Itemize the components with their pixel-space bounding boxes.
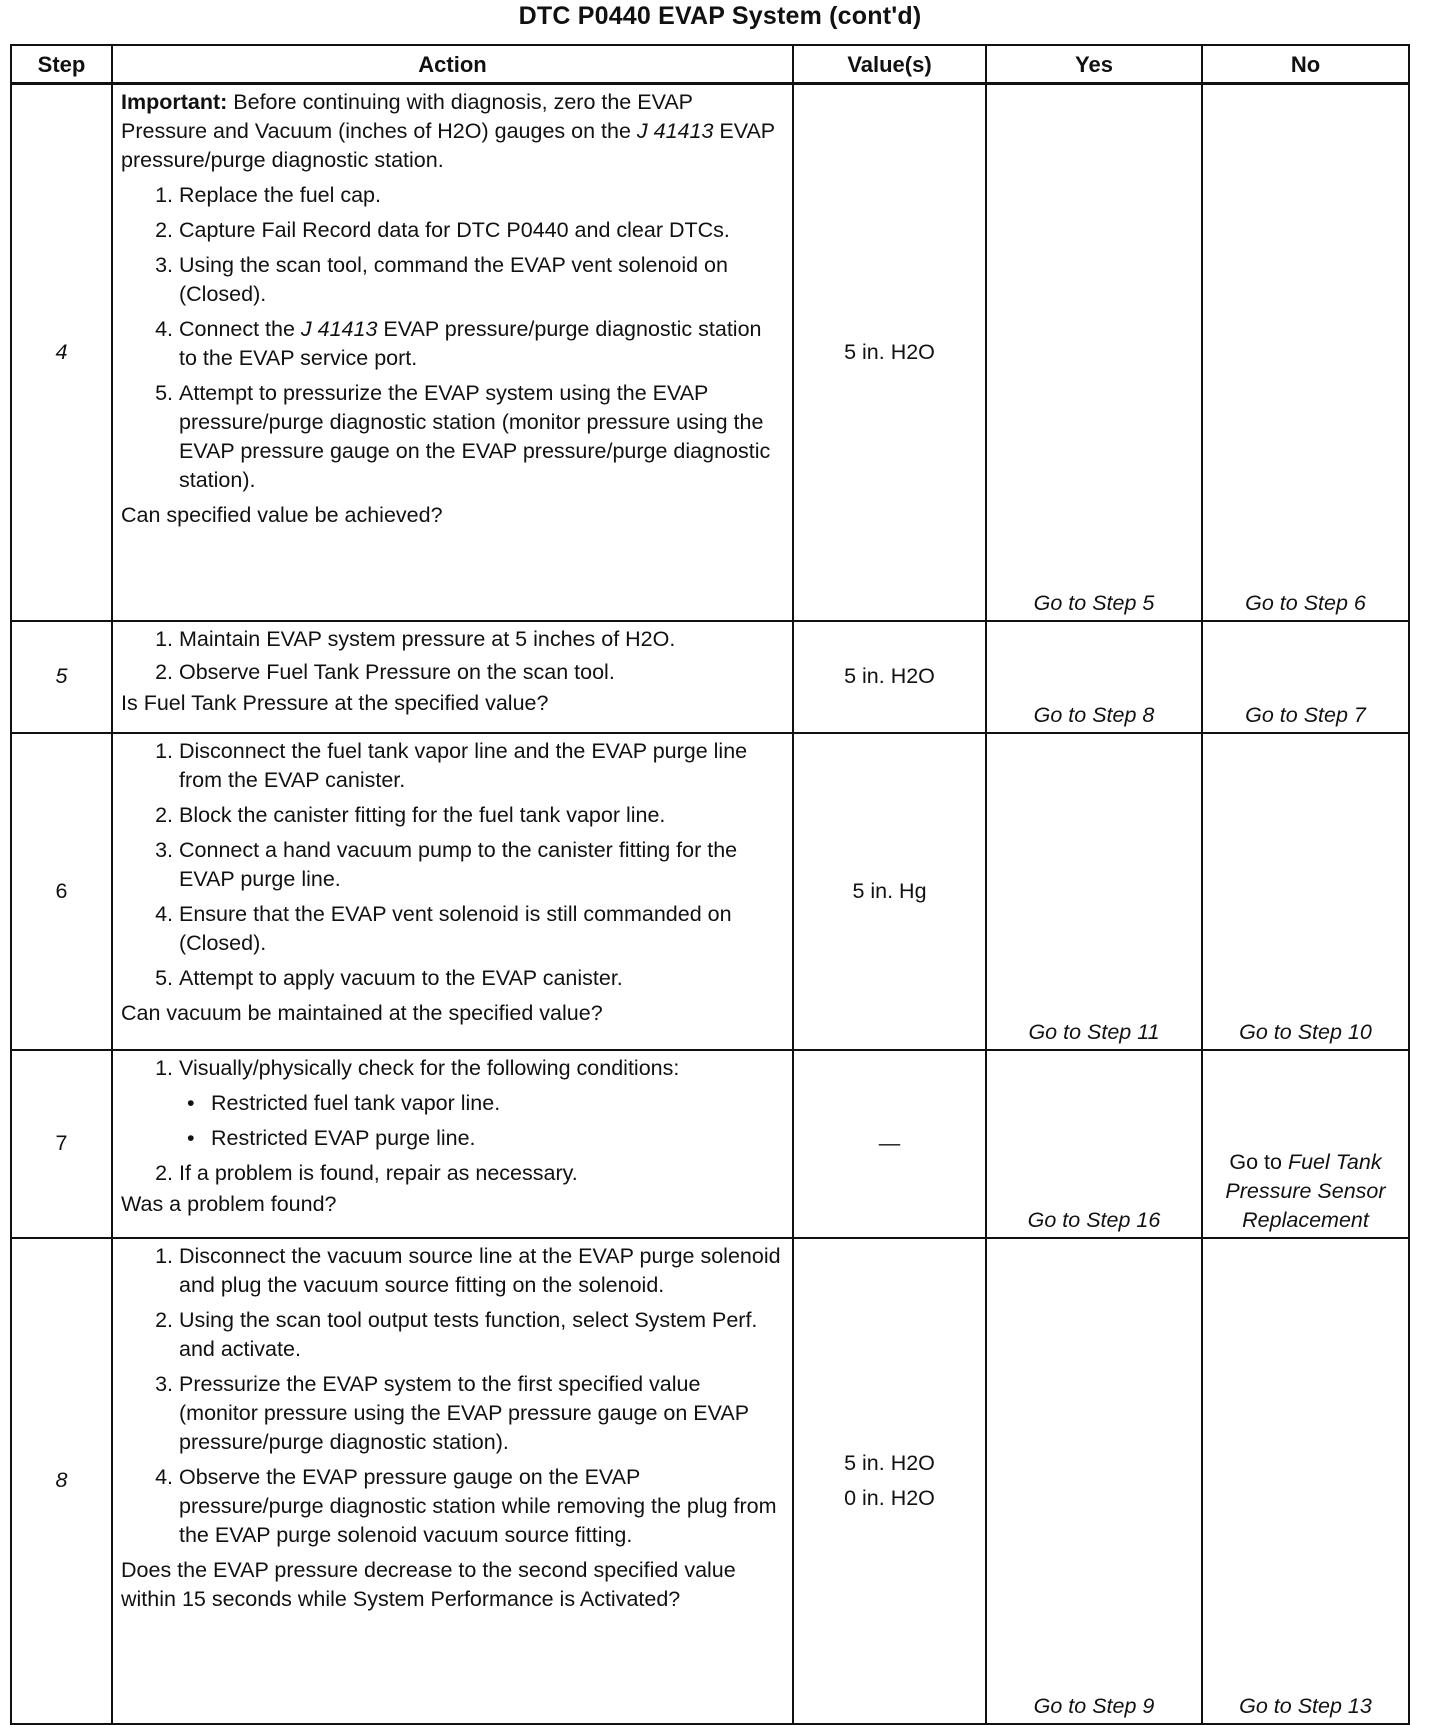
table-row-step-7 xyxy=(11,1050,1409,1238)
procedure-list xyxy=(121,1242,784,1550)
bullet-item: • Restricted fuel tank vapor line. xyxy=(179,1089,784,1118)
table-row-step-4 xyxy=(11,84,1409,621)
no-cell: Go to Step 10 xyxy=(1202,733,1409,1050)
header-yes: Yes xyxy=(986,45,1202,84)
no-cell: Go to Step 6 xyxy=(1202,84,1409,621)
list-item: 2. Observe Fuel Tank Pressure on the scan tool. xyxy=(155,659,615,684)
table-row-step-5 xyxy=(11,621,1409,733)
yes-cell: Go to Step 8 xyxy=(986,621,1202,733)
list-item: 4. Observe the EVAP pressure gauge on the EVAP pressure/purge diagnostic station while removing the plug from the EVAP purge solenoid vacuum source fitting. xyxy=(155,1464,777,1547)
no-cell: Go to Step 13 xyxy=(1202,1238,1409,1724)
list-item: 1. Maintain EVAP system pressure at 5 inches of H2O. xyxy=(155,626,676,651)
list-item: 2. Using the scan tool output tests function, select System Perf. and activate. xyxy=(155,1307,758,1361)
yes-cell: Go to Step 16 xyxy=(986,1050,1202,1238)
step-number: 8 xyxy=(11,1238,112,1724)
procedure-list xyxy=(121,1054,784,1188)
action-cell xyxy=(112,1238,793,1724)
action-cell xyxy=(112,1050,793,1238)
step-number: 7 xyxy=(11,1050,112,1238)
question-text: Can specified value be achieved? xyxy=(121,503,443,527)
important-label: Important: xyxy=(121,90,228,114)
list-item: 3. Pressurize the EVAP system to the first specified value (monitor pressure using the EVAP pressure gauge on EVAP pressure/purge diagnostic station). xyxy=(155,1371,749,1454)
yes-cell: Go to Step 11 xyxy=(986,733,1202,1050)
action-cell xyxy=(112,84,793,621)
important-note: Important: Before continuing with diagnosis, zero the EVAP Pressure and Vacuum (inches of H2O) gauges on the J 41413 EVAP pressure/purge diagnostic station. xyxy=(121,90,775,172)
question-text: Can vacuum be maintained at the specified value? xyxy=(121,1000,603,1025)
step-number: 5 xyxy=(11,621,112,733)
list-item: 1. Replace the fuel cap. xyxy=(155,183,381,207)
header-values: Value(s) xyxy=(793,45,986,84)
action-cell xyxy=(112,733,793,1050)
question-text: Was a problem found? xyxy=(121,1191,337,1216)
bullet-item: • Restricted EVAP purge line. xyxy=(179,1124,784,1153)
list-item: 4. Ensure that the EVAP vent solenoid is still commanded on (Closed). xyxy=(155,901,732,955)
table-header-row xyxy=(11,45,1409,84)
procedure-list xyxy=(121,181,784,495)
step-number: 6 xyxy=(11,733,112,1050)
diagnostic-table xyxy=(10,44,1410,1725)
table-row-step-8 xyxy=(11,1238,1409,1724)
header-no: No xyxy=(1202,45,1409,84)
no-cell-link: Fuel Tank Pressure Sensor Replacement xyxy=(1225,1149,1386,1232)
list-item: 3. Using the scan tool, command the EVAP vent solenoid on (Closed). xyxy=(155,253,728,306)
list-item: 2. Block the canister fitting for the fuel tank vapor line. xyxy=(155,802,666,827)
list-item: 2. Capture Fail Record data for DTC P0440 and clear DTCs. xyxy=(155,218,730,242)
no-cell: Go to Fuel Tank Pressure Sensor Replacement xyxy=(1202,1050,1409,1238)
step-number: 4 xyxy=(11,84,112,621)
list-item: 2. If a problem is found, repair as necessary. xyxy=(155,1160,578,1185)
header-action: Action xyxy=(112,45,793,84)
header-step: Step xyxy=(11,45,112,84)
value-cell: — xyxy=(793,1050,986,1238)
list-item: 5. Attempt to pressurize the EVAP system using the EVAP pressure/purge diagnostic station (monitor pressure using the EVAP pressure gauge on the EVAP pressure/purge diagnostic station). xyxy=(155,381,771,492)
question-text: Is Fuel Tank Pressure at the specified value? xyxy=(121,690,549,715)
list-item: 1. Disconnect the vacuum source line at the EVAP purge solenoid and plug the vacuum source fitting on the solenoid. xyxy=(155,1243,781,1297)
list-item: 4. Connect the J 41413 EVAP pressure/purge diagnostic station to the EVAP service port. xyxy=(155,317,762,370)
list-item: 3. Connect a hand vacuum pump to the canister fitting for the EVAP purge line. xyxy=(155,837,738,891)
value-cell: 5 in. H2O 0 in. H2O xyxy=(793,1238,986,1724)
value-cell: 5 in. H2O xyxy=(793,84,986,621)
no-cell: Go to Step 7 xyxy=(1202,621,1409,733)
value-cell: 5 in. Hg xyxy=(793,733,986,1050)
value-cell: 5 in. H2O xyxy=(793,621,986,733)
procedure-list xyxy=(121,737,784,993)
procedure-list xyxy=(121,625,784,687)
list-item: 5. Attempt to apply vacuum to the EVAP canister. xyxy=(155,965,623,990)
page-title: DTC P0440 EVAP System (cont'd) xyxy=(518,2,922,30)
action-cell xyxy=(112,621,793,733)
list-item: 1. Disconnect the fuel tank vapor line and the EVAP purge line from the EVAP canister. xyxy=(155,738,748,792)
question-text: Does the EVAP pressure decrease to the second specified value within 15 seconds while System Performance is Activated? xyxy=(121,1557,736,1611)
yes-cell: Go to Step 9 xyxy=(986,1238,1202,1724)
list-item: 1. Visually/physically check for the following conditions: • Restricted fuel tank vapor line. • Restricted EVAP purge line. xyxy=(121,1054,784,1153)
condition-bullets xyxy=(179,1089,784,1153)
yes-cell: Go to Step 5 xyxy=(986,84,1202,621)
table-row-step-6 xyxy=(11,733,1409,1050)
